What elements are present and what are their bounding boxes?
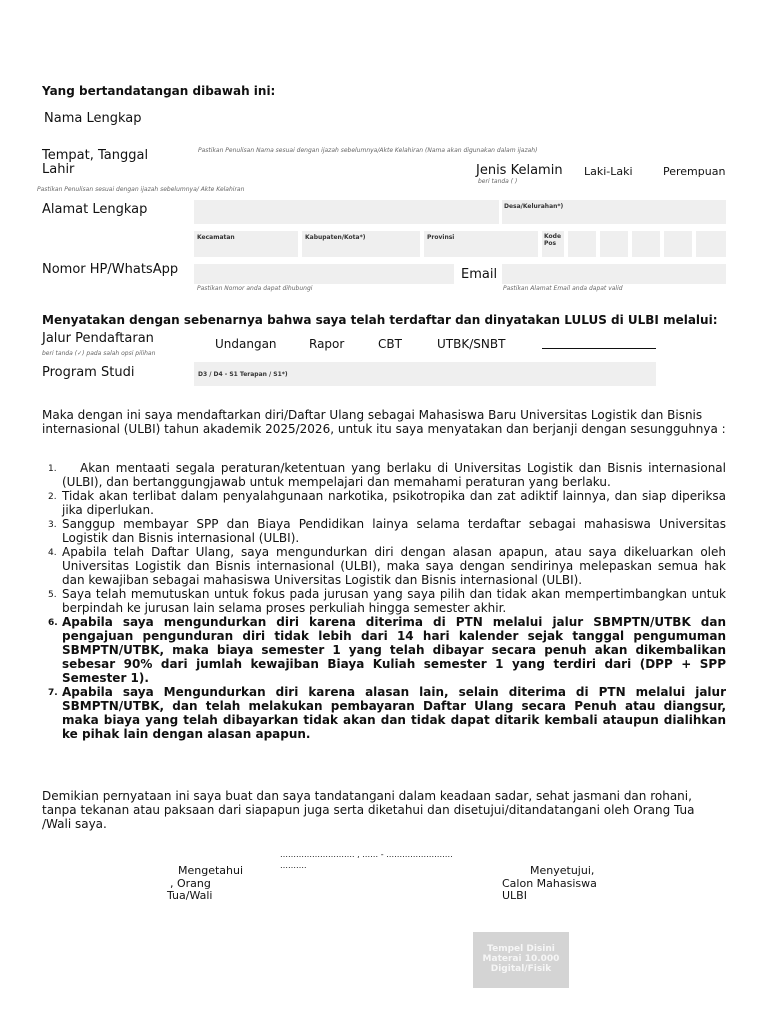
address-kodepos-label: Kode Pos: [544, 233, 562, 247]
gender-label: Jenis Kelamin: [476, 163, 563, 178]
address-desa-label: Desa/Kelurahan*): [504, 203, 564, 210]
address-provinsi-label: Provinsi: [427, 234, 455, 241]
terms-list: [42, 461, 726, 741]
kodepos-digit-5[interactable]: [696, 231, 726, 257]
gender-option-female[interactable]: Perempuan: [663, 165, 726, 178]
phone-label: Nomor HP/WhatsApp: [42, 262, 179, 277]
email-field[interactable]: [502, 264, 726, 284]
term-item: 7. Apabila saya Mengundurkan diri karena alasan lain, selain diterima di PTN melalui jalur SBMPTN/UTBK, dan telah melakukan pembayaran Daftar Ulang secara Penuh atau diangsur, maka biaya yang telah dibayarkan tidak akan dan tidak dapat ditarik kembali ataupun dialihkan ke pihak lain dengan alasan apapun.: [48, 685, 726, 741]
right-signatory-role-2: ULBI: [502, 889, 527, 902]
right-signatory-role: Calon Mahasiswa: [502, 877, 597, 890]
term-item: 3. Sanggup membayar SPP dan Biaya Pendidikan lainya selama terdaftar sebagai mahasiswa Universitas Logistik dan Bisnis internasional (ULBI).: [48, 517, 726, 545]
email-hint: Pastikan Alamat Email anda dapat valid: [503, 285, 623, 292]
left-signatory-role: , Orang: [170, 877, 211, 890]
name-hint: Pastikan Penulisan Nama sesuai dengan ijazah sebelumnya/Akte Kelahiran (Nama akan digunakan dalam ijazah): [198, 147, 538, 154]
jalur-option-utbk[interactable]: UTBK/SNBT: [437, 337, 506, 351]
left-signatory-title: Mengetahui: [178, 864, 244, 877]
jalur-hint: beri tanda (✓) pada salah opsi pilihan: [42, 350, 156, 357]
form-intro: Yang bertandatangan dibawah ini:: [42, 84, 276, 98]
jalur-option-cbt[interactable]: CBT: [378, 337, 402, 351]
kodepos-digit-2[interactable]: [600, 231, 628, 257]
gender-hint: beri tanda ( ): [478, 178, 518, 185]
date-line[interactable]: ………………………. , …… - …………………….: [280, 850, 453, 859]
registration-paragraph: Maka dengan ini saya mendaftarkan diri/Daftar Ulang sebagai Mahasiswa Baru Universitas Logistik dan Bisnis internasional (ULBI) tahun akademik 2025/2026, untuk itu saya menyatakan dan berjanji dengan sesungguhnya :: [42, 408, 726, 436]
address-kecamatan-label: Kecamatan: [197, 234, 235, 241]
stamp-line-1: Tempel Disini: [487, 944, 555, 954]
prodi-label: Program Studi: [42, 365, 135, 380]
jalur-label: Jalur Pendaftaran: [42, 331, 154, 346]
kodepos-digit-4[interactable]: [664, 231, 692, 257]
term-item: 2. Tidak akan terlibat dalam penyalahgunaan narkotika, psikotropika dan zat adiktif lainnya, dan siap diperiksa jika diperlukan.: [48, 489, 726, 517]
term-item: 6. Apabila saya mengundurkan diri karena diterima di PTN melalui jalur SBMPTN/UTBK dan pengajuan pengunduran diri tidak lebih dari 14 hari kalender sejak tanggal pengumuman SBMPTN/UTBK, maka biaya semester 1 yang telah dibayar secara penuh akan dikembalikan sebesar 90% dari jumlah kewajiban Biaya Kuliah semester 1 yang terdiri dari (DPP + SPP Semester 1).: [48, 615, 726, 685]
right-signatory-title: Menyetujui,: [530, 864, 595, 877]
jalur-option-undangan[interactable]: Undangan: [215, 337, 277, 351]
term-item: 1. Akan mentaati segala peraturan/ketentuan yang berlaku di Universitas Logistik dan Bisnis internasional (ULBI), dan bertanggungjawab untuk mempelajari dan memahami peraturan yang berlaku.: [48, 461, 726, 489]
left-signatory-role-2: Tua/Wali: [167, 889, 213, 902]
stamp-line-3: Digital/Fisik: [490, 964, 552, 974]
email-label: Email: [461, 267, 498, 282]
materai-stamp-placeholder: [473, 932, 569, 988]
term-item: 4. Apabila telah Daftar Ulang, saya mengundurkan diri dengan alasan apapun, atau saya dikeluarkan oleh Universitas Logistik dan Bisnis internasional (ULBI), maka saya dengan sendirinya melepaskan semua hak dan kewajiban sebagai mahasiswa Universitas Logistik dan Bisnis internasional (ULBI).: [48, 545, 726, 587]
kodepos-digit-3[interactable]: [632, 231, 660, 257]
date-line-continued: ……….: [280, 861, 307, 870]
kodepos-digit-1[interactable]: [568, 231, 596, 257]
phone-field[interactable]: [194, 264, 454, 284]
stamp-line-2: Materai 10.000: [482, 954, 560, 964]
prodi-value: D3 / D4 - S1 Terapan / S1*): [198, 371, 288, 378]
jalur-option-rapor[interactable]: Rapor: [309, 337, 345, 351]
address-kabupaten-label: Kabupaten/Kota*): [305, 234, 366, 241]
address-street-field[interactable]: [194, 200, 499, 224]
gender-option-male[interactable]: Laki-Laki: [584, 165, 633, 178]
name-label: Nama Lengkap: [44, 111, 142, 126]
declaration-statement: Menyatakan dengan sebenarnya bahwa saya telah terdaftar dan dinyatakan LULUS di ULBI melalui:: [42, 313, 718, 327]
term-item: 5. Saya telah memutuskan untuk fokus pada jurusan yang saya pilih dan tidak akan mempertimbangkan untuk berpindah ke jurusan lain selama proses perkuliah hingga semester akhir.: [48, 587, 726, 615]
birth-hint: Pastikan Penulisan sesuai dengan ijazah sebelumnya/ Akte Kelahiran: [37, 186, 245, 193]
address-label: Alamat Lengkap: [42, 202, 148, 217]
closing-paragraph: Demikian pernyataan ini saya buat dan saya tandatangani dalam keadaan sadar, sehat jasmani dan rohani, tanpa tekanan atau paksaan dari siapapun juga serta diketahui dan disetujui/ditandatangani oleh Orang Tua /Wali saya.: [42, 789, 695, 831]
jalur-other-line[interactable]: [542, 348, 656, 349]
birth-label: Tempat, Tanggal Lahir: [42, 148, 149, 177]
phone-hint: Pastikan Nomor anda dapat dihubungi: [197, 285, 313, 292]
